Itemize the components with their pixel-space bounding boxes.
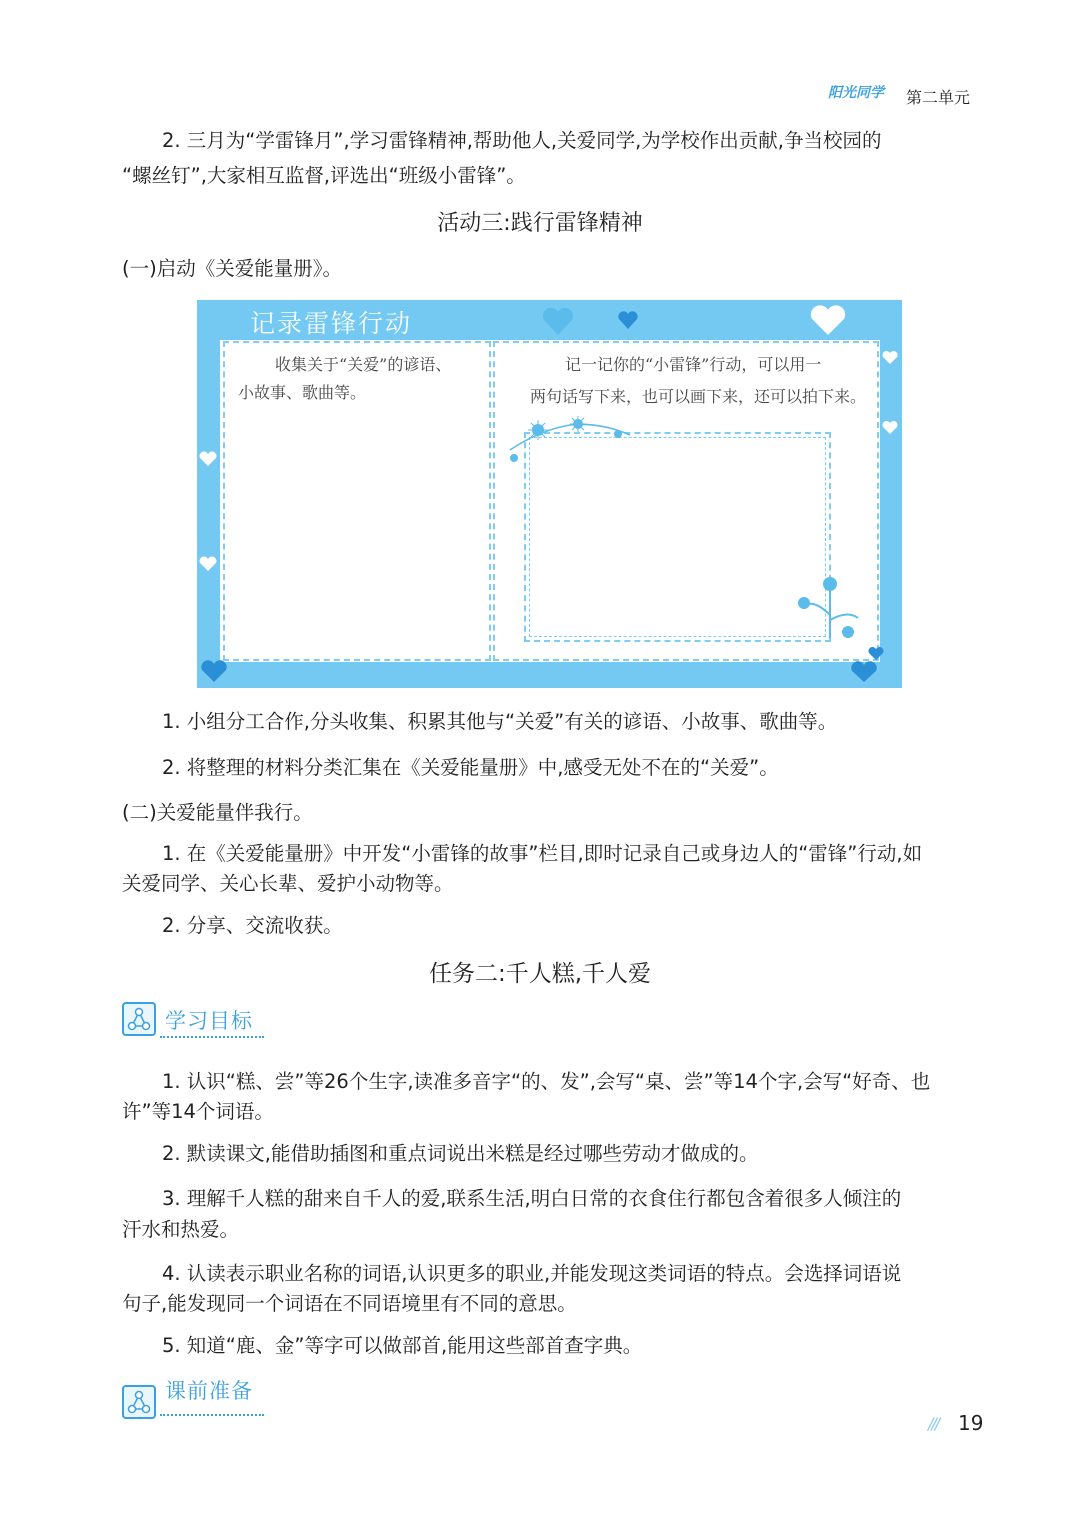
panel-left-text-line2: 小故事、歌曲等。 <box>238 383 367 402</box>
part2-heading: (二)关爱能量伴我行。 <box>122 801 313 824</box>
part2-item-1-line2: 关爱同学、关心长辈、爱护小动物等。 <box>122 872 454 895</box>
panel-right-text-line1: 记一记你的“小雷锋”行动，可以用一 <box>565 355 822 374</box>
intro-item-2-line2: “螺丝钉”,大家相互监督,评选出“班级小雷锋”。 <box>122 164 526 187</box>
part2-item-2: 2. 分享、交流收获。 <box>162 914 343 937</box>
heart-icon <box>617 309 639 331</box>
network-icon <box>122 1385 156 1419</box>
prep-tag-label: 课前准备 <box>165 1379 253 1403</box>
panel-right-text-line2: 两句话写下来，也可以画下来，还可以拍下来。 <box>530 387 867 406</box>
part1-item-1: 1. 小组分工合作,分头收集、积累其他与“关爱”有关的谚语、小故事、歌曲等。 <box>162 710 838 733</box>
heart-icon <box>850 660 878 684</box>
part1-heading: (一)启动《关爱能量册》。 <box>122 257 342 280</box>
part2-item-1-line1: 1. 在《关爱能量册》中开发“小雷锋的故事”栏目,即时记录自己或身边人的“雷锋”行动,如 <box>162 842 923 865</box>
heart-icon <box>882 420 898 436</box>
heart-icon <box>199 450 217 468</box>
goal-3-line2: 汗水和热爱。 <box>122 1218 240 1241</box>
page-number-decoration: /// <box>928 1414 939 1433</box>
heart-icon <box>882 350 898 366</box>
goal-3-line1: 3. 理解千人糕的甜来自千人的爱,联系生活,明白日常的衣食住行都包含着很多人倾注的 <box>162 1187 902 1210</box>
publisher-logo <box>828 82 898 106</box>
panel-title: 记录雷锋行动 <box>250 309 413 338</box>
goal-5: 5. 知道“鹿、金”等字可以做部首,能用这些部首查字典。 <box>162 1334 643 1357</box>
flower-decoration-icon <box>500 410 640 470</box>
intro-item-2-line1: 2. 三月为“学雷锋月”,学习雷锋精神,帮助他人,关爱同学,为学校作出贡献,争当校园的 <box>162 129 882 152</box>
network-icon <box>122 1002 156 1036</box>
prep-tag-underline <box>160 1414 264 1416</box>
flower-plant-icon <box>790 570 870 640</box>
heart-icon <box>199 555 217 573</box>
panel-left-text-line1: 收集关于“关爱”的谚语、 <box>275 355 452 374</box>
goals-tag-underline <box>160 1036 264 1038</box>
part1-item-2: 2. 将整理的材料分类汇集在《关爱能量册》中,感受无处不在的“关爱”。 <box>162 756 779 779</box>
goal-4-line2: 句子,能发现同一个词语在不同语境里有不同的意思。 <box>122 1292 577 1315</box>
heart-icon <box>540 305 576 337</box>
heart-icon <box>808 302 848 338</box>
goal-4-line1: 4. 认读表示职业名称的词语,认识更多的职业,并能发现这类词语的特点。会选择词语说 <box>162 1262 902 1285</box>
logo-text: 阳光同学 <box>828 85 884 101</box>
goal-1-line2: 许”等14个词语。 <box>122 1100 274 1123</box>
activity3-title: 活动三:践行雷锋精神 <box>437 211 643 236</box>
goal-2: 2. 默读课文,能借助插图和重点词说出米糕是经过哪些劳动才做成的。 <box>162 1142 759 1165</box>
page-number: 19 <box>958 1411 984 1435</box>
heart-icon <box>200 658 228 684</box>
goal-1-line1: 1. 认识“糕、尝”等26个生字,读准多音字“的、发”,会写“桌、尝”等14个字,会写“好奇、也 <box>162 1070 931 1093</box>
unit-label: 第二单元 <box>906 88 971 107</box>
task2-title: 任务二:千人糕,千人爱 <box>428 961 652 987</box>
goals-tag-label: 学习目标 <box>165 1009 253 1033</box>
heart-icon <box>868 646 884 662</box>
